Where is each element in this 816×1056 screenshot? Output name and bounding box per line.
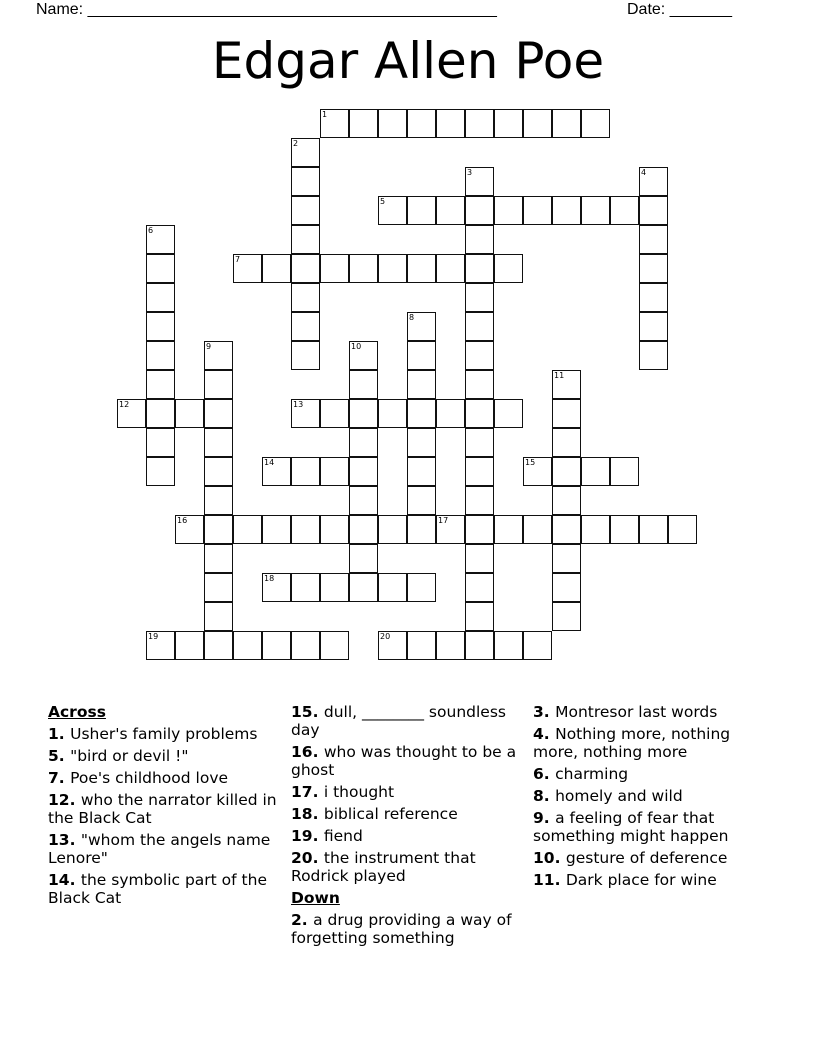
grid-cell[interactable] <box>407 428 436 457</box>
grid-cell[interactable] <box>639 196 668 225</box>
grid-cell[interactable] <box>291 457 320 486</box>
clue-number-dot: . <box>543 703 556 721</box>
grid-cell[interactable] <box>204 370 233 399</box>
grid-cell[interactable] <box>291 399 320 428</box>
grid-cell[interactable] <box>349 370 378 399</box>
grid-cell[interactable] <box>407 370 436 399</box>
cell-number: 10 <box>351 342 362 351</box>
grid-cell[interactable] <box>291 167 320 196</box>
grid-cell[interactable] <box>465 573 494 602</box>
grid-cell[interactable] <box>465 312 494 341</box>
clue-number: 20 <box>291 849 313 867</box>
grid-cell[interactable] <box>146 283 175 312</box>
clue-text: the symbolic part of the Black Cat <box>48 871 267 907</box>
clue-number: 1 <box>48 725 59 743</box>
clue-item <box>533 725 765 761</box>
page-title: Edgar Allen Poe <box>211 32 605 90</box>
grid-cell[interactable] <box>378 196 407 225</box>
grid-cell[interactable] <box>407 515 436 544</box>
grid-cell[interactable] <box>465 254 494 283</box>
grid-cell[interactable] <box>204 573 233 602</box>
grid-cell[interactable] <box>291 283 320 312</box>
grid-cell[interactable] <box>668 515 697 544</box>
grid-cell[interactable] <box>523 109 552 138</box>
grid-cell[interactable] <box>407 109 436 138</box>
grid-cell[interactable] <box>465 109 494 138</box>
clue-item <box>291 743 523 779</box>
grid-cell[interactable] <box>349 428 378 457</box>
grid-cell[interactable] <box>494 254 523 283</box>
clue-item <box>533 809 765 845</box>
grid-cell[interactable] <box>523 457 552 486</box>
grid-cell[interactable] <box>117 399 146 428</box>
grid-cell[interactable] <box>465 544 494 573</box>
clue-text: Poe's childhood love <box>70 769 229 787</box>
clue-text: "bird or devil !" <box>70 747 189 765</box>
grid-cell[interactable] <box>494 109 523 138</box>
clue-number-dot: . <box>543 809 556 827</box>
grid-cell[interactable] <box>610 515 639 544</box>
clue-item <box>291 849 523 885</box>
clue-number-dot: . <box>543 725 556 743</box>
grid-cell[interactable] <box>465 602 494 631</box>
clue-text: Dark place for wine <box>565 871 717 889</box>
across-heading: Across <box>48 703 106 721</box>
grid-cell[interactable] <box>349 515 378 544</box>
clue-number-dot: . <box>58 747 71 765</box>
grid-cell[interactable] <box>465 457 494 486</box>
clue-number-dot: . <box>554 871 566 889</box>
grid-cell[interactable] <box>552 573 581 602</box>
grid-cell[interactable] <box>436 254 465 283</box>
grid-cell[interactable] <box>465 515 494 544</box>
clue-text: "whom the angels name Lenore" <box>48 831 271 867</box>
grid-cell[interactable] <box>465 225 494 254</box>
clue-number-dot: . <box>58 769 71 787</box>
clue-item <box>48 725 280 743</box>
grid-cell[interactable] <box>494 631 523 660</box>
clue-item <box>533 703 765 721</box>
grid-cell[interactable] <box>639 515 668 544</box>
cell-number: 19 <box>148 632 159 641</box>
clue-text: i thought <box>323 783 395 801</box>
clue-number: 18 <box>291 805 313 823</box>
grid-cell[interactable] <box>465 196 494 225</box>
grid-cell[interactable] <box>378 515 407 544</box>
clue-text: biblical reference <box>323 805 458 823</box>
clue-number-dot: . <box>312 743 324 761</box>
grid-cell[interactable] <box>465 370 494 399</box>
clue-number: 11 <box>533 871 555 889</box>
grid-cell[interactable] <box>407 399 436 428</box>
grid-cell[interactable] <box>639 167 668 196</box>
grid-cell[interactable] <box>407 254 436 283</box>
grid-cell[interactable] <box>407 341 436 370</box>
clue-number: 5 <box>48 747 59 765</box>
grid-cell[interactable] <box>291 631 320 660</box>
grid-cell[interactable] <box>465 631 494 660</box>
cell-number: 8 <box>409 313 415 322</box>
grid-cell[interactable] <box>378 573 407 602</box>
grid-cell[interactable] <box>581 457 610 486</box>
cell-number: 9 <box>206 342 212 351</box>
clue-number: 19 <box>291 827 313 845</box>
grid-cell[interactable] <box>407 196 436 225</box>
grid-cell[interactable] <box>349 254 378 283</box>
clue-number-dot: . <box>69 791 81 809</box>
grid-cell[interactable] <box>320 515 349 544</box>
clue-item <box>48 791 280 827</box>
grid-cell[interactable] <box>320 457 349 486</box>
grid-cell[interactable] <box>175 631 204 660</box>
grid-cell[interactable] <box>146 341 175 370</box>
grid-cell[interactable] <box>581 109 610 138</box>
grid-cell[interactable] <box>465 283 494 312</box>
clue-text: Nothing more, nothing more, nothing more <box>533 725 731 761</box>
grid-cell[interactable] <box>552 515 581 544</box>
clue-number-dot: . <box>312 703 324 721</box>
grid-cell[interactable] <box>204 631 233 660</box>
cell-number: 20 <box>380 632 391 641</box>
grid-cell[interactable] <box>262 457 291 486</box>
clue-item <box>291 703 523 739</box>
clue-column-3 <box>533 703 765 893</box>
clue-text: dull, ________ soundless day <box>291 703 506 739</box>
grid-cell[interactable] <box>552 399 581 428</box>
grid-cell[interactable] <box>233 515 262 544</box>
grid-cell[interactable] <box>291 573 320 602</box>
clue-number-dot: . <box>69 871 81 889</box>
grid-cell[interactable] <box>436 196 465 225</box>
grid-cell[interactable] <box>262 573 291 602</box>
grid-cell[interactable] <box>291 225 320 254</box>
clue-number: 16 <box>291 743 313 761</box>
clue-number-dot: . <box>301 911 314 929</box>
cell-number: 14 <box>264 458 275 467</box>
grid-cell[interactable] <box>320 399 349 428</box>
grid-cell[interactable] <box>320 109 349 138</box>
grid-cell[interactable] <box>291 515 320 544</box>
clue-number-dot: . <box>69 831 81 849</box>
grid-cell[interactable] <box>494 515 523 544</box>
grid-cell[interactable] <box>175 399 204 428</box>
clue-number-dot: . <box>312 783 324 801</box>
grid-cell[interactable] <box>204 457 233 486</box>
clue-column-2 <box>291 703 523 951</box>
grid-cell[interactable] <box>610 457 639 486</box>
grid-cell[interactable] <box>146 457 175 486</box>
cell-number: 3 <box>467 168 473 177</box>
grid-cell[interactable] <box>349 486 378 515</box>
grid-cell[interactable] <box>204 399 233 428</box>
grid-cell[interactable] <box>523 631 552 660</box>
clue-item <box>48 871 280 907</box>
grid-cell[interactable] <box>494 196 523 225</box>
cell-number: 15 <box>525 458 536 467</box>
grid-cell[interactable] <box>552 486 581 515</box>
clue-item <box>48 747 280 765</box>
cell-number: 2 <box>293 139 299 148</box>
cell-number: 16 <box>177 516 188 525</box>
cell-number: 18 <box>264 574 275 583</box>
cell-number: 6 <box>148 226 154 235</box>
grid-cell[interactable] <box>436 631 465 660</box>
grid-cell[interactable] <box>146 225 175 254</box>
grid-cell[interactable] <box>175 515 204 544</box>
clue-number-dot: . <box>312 805 324 823</box>
clue-item <box>48 769 280 787</box>
cell-number: 1 <box>322 110 328 119</box>
grid-cell[interactable] <box>639 225 668 254</box>
grid-cell[interactable] <box>233 631 262 660</box>
clue-item <box>291 805 523 823</box>
cell-number: 7 <box>235 255 241 264</box>
down-heading: Down <box>291 889 340 907</box>
grid-cell[interactable] <box>436 109 465 138</box>
cell-number: 4 <box>641 168 647 177</box>
grid-cell[interactable] <box>320 254 349 283</box>
clue-item <box>533 849 765 867</box>
grid-cell[interactable] <box>639 312 668 341</box>
clue-text: Usher's family problems <box>70 725 258 743</box>
grid-cell[interactable] <box>204 428 233 457</box>
grid-cell[interactable] <box>204 602 233 631</box>
grid-cell[interactable] <box>146 312 175 341</box>
grid-cell[interactable] <box>378 109 407 138</box>
grid-cell[interactable] <box>349 457 378 486</box>
name-field[interactable]: Name: ______________________________________________ <box>36 1 497 18</box>
clue-item <box>291 783 523 801</box>
grid-cell[interactable] <box>262 254 291 283</box>
grid-cell[interactable] <box>349 399 378 428</box>
grid-cell[interactable] <box>610 196 639 225</box>
clue-number-dot: . <box>312 827 324 845</box>
grid-cell[interactable] <box>639 283 668 312</box>
grid-cell[interactable] <box>465 486 494 515</box>
grid-cell[interactable] <box>523 515 552 544</box>
cell-number: 13 <box>293 400 304 409</box>
grid-cell[interactable] <box>204 544 233 573</box>
clue-text: homely and wild <box>555 787 683 805</box>
clue-number: 17 <box>291 783 313 801</box>
clue-text: who the narrator killed in the Black Cat <box>48 791 277 827</box>
grid-cell[interactable] <box>378 631 407 660</box>
grid-cell[interactable] <box>407 312 436 341</box>
clue-text: gesture of deference <box>565 849 728 867</box>
clue-number: 6 <box>533 765 544 783</box>
grid-cell[interactable] <box>291 138 320 167</box>
clue-text: who was thought to be a ghost <box>291 743 517 779</box>
clue-number: 10 <box>533 849 555 867</box>
grid-cell[interactable] <box>407 457 436 486</box>
grid-cell[interactable] <box>291 254 320 283</box>
clue-text: charming <box>555 765 629 783</box>
cell-number: 11 <box>554 371 565 380</box>
grid-cell[interactable] <box>465 399 494 428</box>
grid-cell[interactable] <box>262 515 291 544</box>
clue-item <box>533 787 765 805</box>
grid-cell[interactable] <box>552 602 581 631</box>
grid-cell[interactable] <box>552 457 581 486</box>
clue-text: Montresor last words <box>555 703 718 721</box>
clue-number-dot: . <box>312 849 324 867</box>
grid-cell[interactable] <box>349 109 378 138</box>
grid-cell[interactable] <box>204 486 233 515</box>
clue-item <box>533 765 765 783</box>
grid-cell[interactable] <box>407 486 436 515</box>
grid-cell[interactable] <box>349 544 378 573</box>
grid-cell[interactable] <box>465 167 494 196</box>
clue-item <box>291 911 523 947</box>
grid-cell[interactable] <box>552 428 581 457</box>
clue-text: a feeling of fear that something might happen <box>533 809 729 845</box>
grid-cell[interactable] <box>407 573 436 602</box>
clue-number-dot: . <box>543 765 556 783</box>
grid-cell[interactable] <box>581 515 610 544</box>
clue-number: 4 <box>533 725 544 743</box>
grid-cell[interactable] <box>146 399 175 428</box>
grid-cell[interactable] <box>320 631 349 660</box>
clue-number-dot: . <box>543 787 556 805</box>
grid-cell[interactable] <box>146 254 175 283</box>
grid-cell[interactable] <box>552 544 581 573</box>
grid-cell[interactable] <box>291 312 320 341</box>
grid-cell[interactable] <box>146 428 175 457</box>
grid-cell[interactable] <box>291 196 320 225</box>
clue-text: the instrument that Rodrick played <box>291 849 476 885</box>
clue-number: 14 <box>48 871 70 889</box>
clue-number: 2 <box>291 911 302 929</box>
grid-cell[interactable] <box>523 196 552 225</box>
clue-number: 15 <box>291 703 313 721</box>
grid-cell[interactable] <box>146 631 175 660</box>
cell-number: 17 <box>438 516 449 525</box>
clue-item <box>291 827 523 845</box>
grid-cell[interactable] <box>639 341 668 370</box>
grid-cell[interactable] <box>552 109 581 138</box>
clue-text: fiend <box>323 827 363 845</box>
grid-cell[interactable] <box>349 573 378 602</box>
clue-number: 7 <box>48 769 59 787</box>
grid-cell[interactable] <box>291 341 320 370</box>
clue-number: 3 <box>533 703 544 721</box>
clue-number-dot: . <box>58 725 71 743</box>
clue-number: 8 <box>533 787 544 805</box>
cell-number: 5 <box>380 197 386 206</box>
grid-cell[interactable] <box>465 341 494 370</box>
grid-cell[interactable] <box>552 196 581 225</box>
grid-cell[interactable] <box>378 399 407 428</box>
clue-item <box>533 871 765 889</box>
clue-number: 12 <box>48 791 70 809</box>
cell-number: 12 <box>119 400 130 409</box>
grid-cell[interactable] <box>349 341 378 370</box>
grid-cell[interactable] <box>378 254 407 283</box>
grid-cell[interactable] <box>581 196 610 225</box>
grid-cell[interactable] <box>407 631 436 660</box>
clue-text: a drug providing a way of forgetting something <box>291 911 512 947</box>
clue-item <box>48 831 280 867</box>
grid-cell[interactable] <box>465 428 494 457</box>
clue-column-1 <box>48 703 280 911</box>
grid-cell[interactable] <box>262 631 291 660</box>
clue-number: 13 <box>48 831 70 849</box>
clue-number-dot: . <box>554 849 566 867</box>
grid-cell[interactable] <box>320 573 349 602</box>
clue-number: 9 <box>533 809 544 827</box>
grid-cell[interactable] <box>233 254 262 283</box>
grid-cell[interactable] <box>204 515 233 544</box>
grid-cell[interactable] <box>204 341 233 370</box>
grid-cell[interactable] <box>552 370 581 399</box>
grid-cell[interactable] <box>146 370 175 399</box>
grid-cell[interactable] <box>494 399 523 428</box>
grid-cell[interactable] <box>436 399 465 428</box>
date-field[interactable]: Date: _______ <box>627 1 732 18</box>
grid-cell[interactable] <box>639 254 668 283</box>
grid-cell[interactable] <box>436 515 465 544</box>
